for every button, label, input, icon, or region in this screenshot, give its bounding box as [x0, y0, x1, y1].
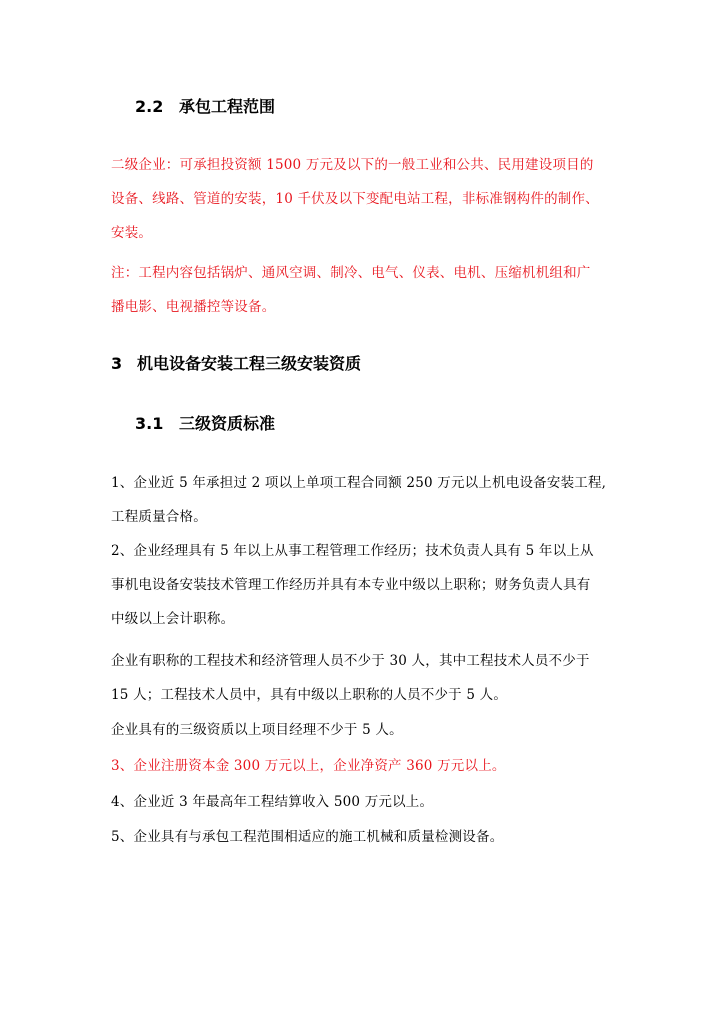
paragraph-line: 播电影、电视播控等设备。 [111, 299, 276, 315]
standards-item-2 [111, 534, 615, 636]
paragraph-line: 事机电设备安装技术管理工作经历并具有本专业中级以上职称；财务负责人具有 [111, 577, 591, 593]
paragraph-line: 二级企业：可承担投资额 1500 万元及以下的一般工业和公共、民用建设项目的 [111, 157, 594, 173]
heading-title: 机电设备安装工程三级安装资质 [137, 354, 362, 373]
standards-item-3 [111, 749, 615, 783]
standards-item-1 [111, 466, 615, 534]
heading-2-2 [135, 97, 275, 117]
note-paragraph [111, 256, 615, 324]
paragraph-line: 企业有职称的工程技术和经济管理人员不少于 30 人，其中工程技术人员不少于 [111, 653, 590, 669]
paragraph-line: 注：工程内容包括锅炉、通风空调、制冷、电气、仪表、电机、压缩机机组和广 [111, 265, 591, 281]
heading-3-1 [135, 414, 275, 434]
heading-number: 3 [111, 354, 123, 373]
standards-managers [111, 713, 615, 747]
paragraph-line: 1、企业近 5 年承担过 2 项以上单项工程合同额 250 万元以上机电设备安装工程, [111, 475, 607, 491]
heading-number: 3.1 [135, 414, 164, 433]
heading-title: 承包工程范围 [179, 97, 276, 116]
heading-title: 三级资质标准 [179, 414, 276, 433]
standards-item-5 [111, 820, 615, 854]
paragraph-line: 5、企业具有与承包工程范围相适应的施工机械和质量检测设备。 [111, 829, 504, 845]
paragraph-line: 15 人；工程技术人员中，具有中级以上职称的人员不少于 5 人。 [111, 687, 508, 703]
scope-paragraph [111, 148, 615, 250]
paragraph-line: 工程质量合格。 [111, 509, 207, 525]
standards-item-4 [111, 785, 615, 819]
paragraph-line: 3、企业注册资本金 300 万元以上，企业净资产 360 万元以上。 [111, 758, 506, 774]
paragraph-line: 企业具有的三级资质以上项目经理不少于 5 人。 [111, 722, 403, 738]
paragraph-line: 中级以上会计职称。 [111, 611, 235, 627]
paragraph-line: 2、企业经理具有 5 年以上从事工程管理工作经历；技术负责人具有 5 年以上从 [111, 543, 594, 559]
paragraph-line: 设备、线路、管道的安装，10 千伏及以下变配电站工程，非标准钢构件的制作、 [111, 191, 599, 207]
paragraph-line: 4、企业近 3 年最高年工程结算收入 500 万元以上。 [111, 794, 434, 810]
standards-staff [111, 644, 615, 712]
paragraph-line: 安装。 [111, 225, 153, 241]
heading-3 [111, 354, 361, 374]
heading-number: 2.2 [135, 97, 164, 116]
